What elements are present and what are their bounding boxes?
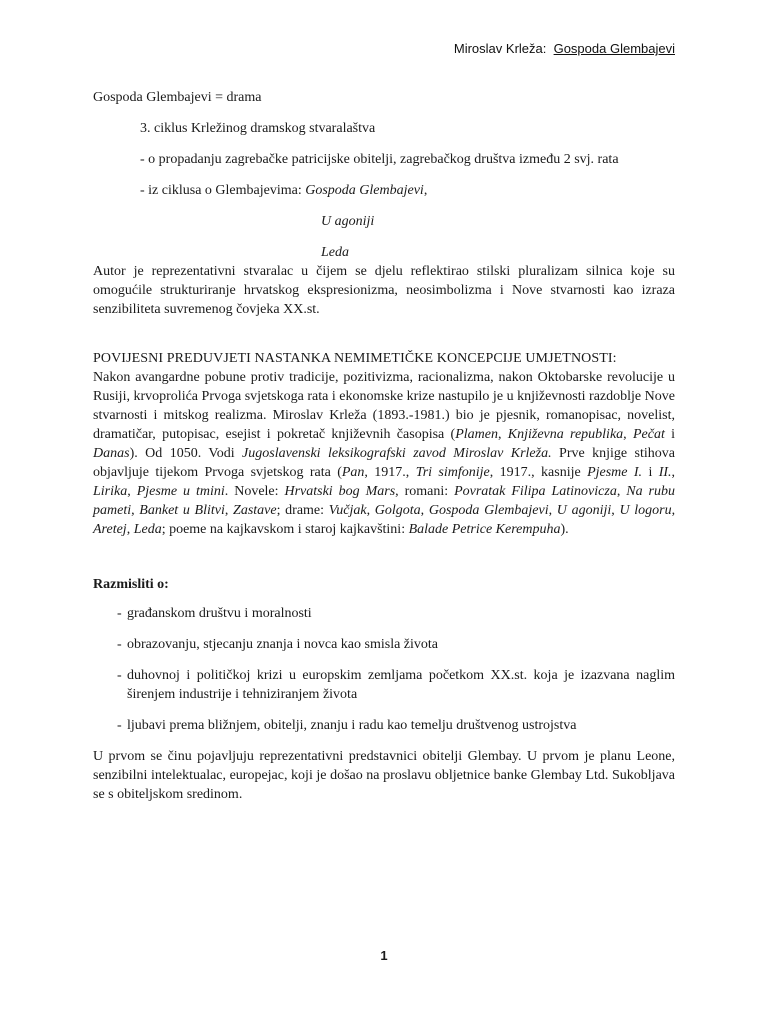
intro-title-line: Gospoda Glembajevi = drama	[93, 90, 262, 105]
intro-cycle-line: 3. ciklus Krležinog dramskog stvaralaštva	[140, 121, 376, 136]
page-number: 1	[380, 948, 388, 963]
list-item: - obrazovanju, stjecanju znanja i novca kao smisla života	[117, 637, 439, 652]
page-body	[93, 88, 675, 804]
cycle-title-2: U agoniji	[321, 214, 375, 229]
cycle-prefix: - iz ciklusa o Glembajevima:	[140, 183, 306, 198]
intro-decay-line: - o propadanju zagrebačke patricijske obitelji, zagrebačkog društva između 2 svj. rata	[140, 152, 619, 167]
bullet-dash: -	[117, 606, 122, 621]
page-header	[454, 41, 675, 56]
list-item: - građanskom društvu i moralnosti	[117, 606, 312, 621]
cycle-title-1: Gospoda Glembajevi	[305, 183, 424, 198]
cycle-title-3: Leda	[321, 245, 349, 260]
section-heading: POVIJESNI PREDUVJETI NASTANKA NEMIMETIČKE KONCEPCIJE UMJETNOSTI:	[93, 351, 617, 366]
intro-cycle-list-line: - iz ciklusa o Glembajevima: Gospoda Glembajevi,	[140, 183, 428, 198]
bullet-dash: -	[117, 668, 122, 683]
history-paragraph: Nakon avangardne pobune protiv tradicije, pozitivizma, racionalizma, nakon Oktobarske revolucije u Rusiji, krvoprolića Prvoga svjetskoga rata i ekonomske krize nastupilo je u književnosti razdoblje Nove stvarnosti i mitskog realizma. Miroslav Krleža (1893.-1981.) bio je pjesnik, romanopisac, novelist, dramatičar, putopisac, esejist i pokretač književnih časopisa (Plamen, Književna republika, Pečat i Danas). Od 1050. Vodi Jugoslavenski leksikografski zavod Miroslav Krleža. Prve knjige stihova objavljuje tijekom Prvoga svjetskog rata (Pan, 1917., Tri simfonije, 1917., kasnije Pjesme I. i II., Lirika, Pjesme u tmini. Novele: Hrvatski bog Mars, romani: Povratak Filipa Latinovicza, Na rubu pameti, Banket u Blitvi, Zastave; drame: Vučjak, Golgota, Gospoda Glembajevi, U agoniji, U logoru, Aretej, Leda; poeme na kajkavskom i staroj kajkavštini: Balade Petrice Kerempuha).	[93, 370, 676, 537]
list-item: - duhovnoj i političkoj krizi u europskim zemljama početkom XX.st. koja je izazvana naglim širenjem industrije i tehniziranjem života	[117, 668, 675, 702]
bullet-dash: -	[117, 637, 122, 652]
header-author: Miroslav Krleža:	[453, 41, 547, 56]
header-work-title: Gospoda Glembajevi	[553, 41, 675, 56]
think-heading: Razmisliti o:	[93, 577, 169, 592]
list-item: - ljubavi prema bližnjem, obitelji, znanju i radu kao temelju društvenog ustrojstva	[117, 718, 577, 733]
bullet-dash: -	[117, 718, 122, 733]
author-paragraph: Autor je reprezentativni stvaralac u čijem se djelu reflektirao stilski pluralizam silnica koje su omogućile strukturiranje hrvatskog ekspresionizma, neosimbolizma i Nove stvarnosti kao izraza senzibiliteta suvremenog čovjeka XX.st.	[93, 264, 675, 317]
think-list	[93, 604, 675, 735]
closing-paragraph: U prvom se činu pojavljuju reprezentativni predstavnici obitelji Glembay. U prvom je planu Leone, senzibilni intelektualac, europejac, koji je došao na proslavu obljetnice banke Glembay Ltd. Sukobljava se s obiteljskom sredinom.	[93, 749, 675, 802]
